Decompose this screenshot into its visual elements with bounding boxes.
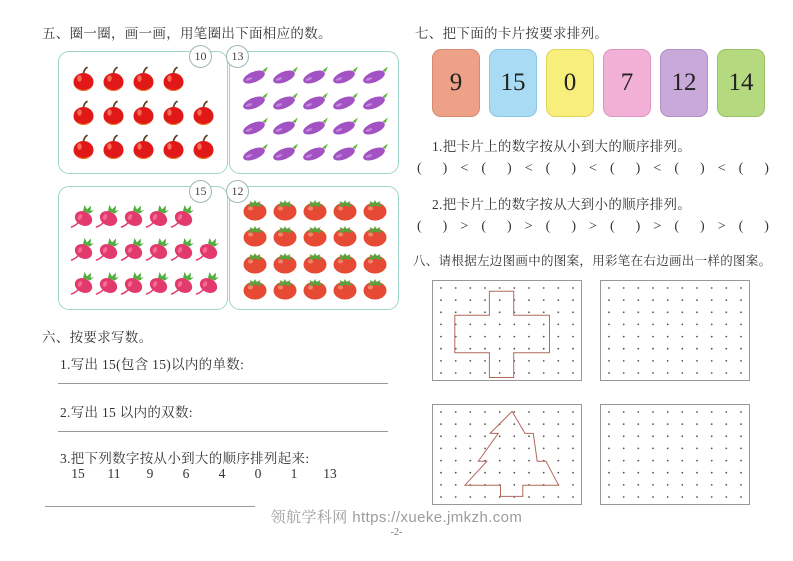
fruit-row	[241, 65, 393, 85]
answer-slot: ( )	[674, 161, 705, 176]
eggplant-icon	[241, 91, 271, 111]
number-card-14: 14	[717, 49, 765, 117]
apple-icon	[70, 134, 100, 161]
radish-grid	[70, 194, 222, 304]
fruit-row	[241, 251, 393, 274]
eggplant-icon	[301, 91, 331, 111]
page-number: -2-	[390, 527, 403, 538]
eggplant-icon	[331, 142, 361, 162]
fruit-row	[241, 142, 393, 162]
right-column	[413, 22, 791, 552]
radish-icon	[120, 204, 145, 228]
fruit-row	[241, 116, 393, 136]
empty-dot-grid	[600, 280, 750, 381]
tomato-icon	[271, 198, 301, 221]
radish-icon	[195, 271, 220, 295]
answer-slot: ( )	[609, 219, 641, 234]
apple-icon	[190, 100, 220, 127]
sequence-number: 1	[290, 466, 298, 481]
empty-dot-grid	[600, 404, 750, 505]
watermark: 领航学科网 https://xueke.jmkzh.com	[270, 509, 523, 526]
comparison-operator: >	[717, 219, 726, 234]
section6-item-3: 3.把下列数字按从小到大的顺序排列起来:	[60, 451, 310, 466]
eggplant-icon	[271, 142, 301, 162]
tomato-icon	[361, 224, 391, 247]
comparison-operator: <	[717, 161, 726, 176]
answer-slot: ( )	[545, 219, 576, 234]
left-column	[42, 22, 404, 552]
section7-title: 七、把下面的卡片按要求排列。	[415, 26, 609, 41]
count-badge: 15	[189, 180, 212, 203]
radish-icon	[95, 237, 120, 261]
radish-icon	[70, 271, 95, 295]
eggplant-icon	[331, 91, 361, 111]
comparison-operator: >	[653, 219, 662, 234]
tomato-icon	[301, 277, 331, 300]
eggplant-icon	[301, 142, 331, 162]
sequence-number: 4	[218, 466, 226, 481]
radish-icon	[145, 204, 170, 228]
comparison-operator: >	[460, 219, 469, 234]
tomato-icon	[301, 198, 331, 221]
number-card-12: 12	[660, 49, 708, 117]
tomato-icon	[241, 224, 271, 247]
number-card-9: 9	[432, 49, 480, 117]
fruit-row	[70, 237, 222, 261]
eggplant-icon	[361, 65, 391, 85]
tomato-icon	[361, 277, 391, 300]
section7-question-2: 2.把卡片上的数字按从大到小的顺序排列。	[432, 197, 692, 212]
tomato-icon	[301, 224, 331, 247]
fruit-row	[70, 271, 222, 295]
tomato-icon	[271, 251, 301, 274]
radish-icon	[145, 237, 170, 261]
apple-count-box	[58, 51, 228, 174]
sequence-number: 6	[182, 466, 190, 481]
eggplant-icon	[241, 116, 271, 136]
answer-slot: ( )	[545, 161, 576, 176]
answer-slot: ( )	[417, 219, 448, 234]
apple-icon	[160, 66, 190, 93]
sequence-number: 13	[323, 466, 337, 481]
eggplant-icon	[301, 65, 331, 85]
radish-icon	[120, 271, 145, 295]
eggplant-icon	[271, 91, 301, 111]
tomato-icon	[241, 251, 271, 274]
answer-slot: ( )	[738, 219, 769, 234]
section6-item-2: 2.写出 15 以内的双数:	[60, 405, 193, 420]
radish-icon	[120, 237, 145, 261]
answer-slot: ( )	[417, 161, 448, 176]
tomato-icon	[241, 198, 271, 221]
eggplant-icon	[331, 65, 361, 85]
fruit-row	[241, 224, 393, 247]
number-card-7: 7	[603, 49, 651, 117]
eggplant-icon	[331, 116, 361, 136]
eggplant-grid	[241, 59, 393, 168]
tree-pattern-box	[432, 404, 582, 505]
sequence-number: 15	[71, 466, 85, 481]
radish-icon	[70, 204, 95, 228]
fruit-count-boxes	[58, 51, 399, 310]
tomato-grid	[241, 194, 393, 304]
apple-icon	[160, 134, 190, 161]
eggplant-icon	[361, 142, 391, 162]
eggplant-icon	[301, 116, 331, 136]
pattern-grid-boxes	[432, 280, 750, 505]
radish-icon	[195, 237, 220, 261]
apple-icon	[70, 66, 100, 93]
answer-line	[58, 383, 388, 384]
section8-title: 八、请根据左边图画中的图案，用彩笔在右边画出一样的图案。	[413, 254, 772, 268]
tomato-icon	[361, 251, 391, 274]
fruit-row	[70, 100, 222, 127]
tomato-icon	[331, 198, 361, 221]
radish-icon	[170, 204, 195, 228]
answer-slot: ( )	[481, 219, 512, 234]
comparison-operator: <	[653, 161, 662, 176]
answer-slot: ( )	[481, 161, 512, 176]
number-card-0: 0	[546, 49, 594, 117]
eggplant-icon	[241, 142, 271, 162]
eggplant-icon	[361, 91, 391, 111]
eggplant-icon	[271, 116, 301, 136]
apple-icon	[130, 100, 160, 127]
ascending-answer-row	[417, 161, 769, 177]
fruit-row	[241, 91, 393, 111]
tomato-count-box	[229, 186, 399, 310]
apple-icon	[100, 134, 130, 161]
apple-icon	[130, 134, 160, 161]
section6-item-1: 1.写出 15(包含 15)以内的单数:	[60, 357, 245, 372]
tomato-icon	[331, 277, 361, 300]
answer-slot: ( )	[609, 161, 641, 176]
radish-icon	[170, 271, 195, 295]
number-card-15: 15	[489, 49, 537, 117]
number-sequence	[68, 466, 356, 482]
count-badge: 13	[226, 45, 249, 68]
answer-line	[58, 431, 388, 432]
count-badge: 12	[226, 180, 249, 203]
comparison-operator: >	[589, 219, 597, 234]
radish-icon	[70, 237, 95, 261]
tomato-icon	[241, 277, 271, 300]
comparison-operator: >	[524, 219, 533, 234]
cross-pattern-box	[432, 280, 582, 381]
answer-slot: ( )	[738, 161, 769, 176]
radish-icon	[145, 271, 170, 295]
count-badge: 10	[189, 45, 212, 68]
apple-grid	[70, 59, 222, 168]
apple-icon	[130, 66, 160, 93]
eggplant-icon	[241, 65, 271, 85]
answer-slot: ( )	[674, 219, 705, 234]
sequence-number: 11	[107, 466, 121, 481]
eggplant-count-box	[229, 51, 399, 174]
radish-icon	[95, 271, 120, 295]
descending-answer-row	[417, 219, 769, 235]
sequence-number: 9	[146, 466, 154, 481]
comparison-operator: <	[460, 161, 469, 176]
fruit-row	[70, 134, 222, 161]
fruit-row	[241, 277, 393, 300]
radish-icon	[170, 237, 195, 261]
radish-count-box	[58, 186, 228, 310]
apple-icon	[160, 100, 190, 127]
tomato-icon	[271, 277, 301, 300]
tomato-icon	[301, 251, 331, 274]
fruit-row	[70, 66, 222, 93]
fruit-row	[241, 198, 393, 221]
eggplant-icon	[271, 65, 301, 85]
apple-icon	[100, 100, 130, 127]
comparison-operator: <	[589, 161, 597, 176]
fruit-row	[70, 204, 222, 228]
number-cards	[432, 49, 765, 117]
tomato-icon	[331, 224, 361, 247]
section7-question-1: 1.把卡片上的数字按从小到大的顺序排列。	[432, 139, 692, 154]
apple-icon	[100, 66, 130, 93]
apple-icon	[70, 100, 100, 127]
tomato-icon	[361, 198, 391, 221]
apple-icon	[190, 134, 220, 161]
section5-title: 五、圈一圈，画一画，用笔圈出下面相应的数。	[42, 26, 332, 41]
radish-icon	[95, 204, 120, 228]
comparison-operator: <	[524, 161, 533, 176]
tomato-icon	[271, 224, 301, 247]
tomato-icon	[331, 251, 361, 274]
sequence-number: 0	[254, 466, 262, 481]
section6-title: 六、按要求写数。	[42, 330, 153, 345]
eggplant-icon	[361, 116, 391, 136]
